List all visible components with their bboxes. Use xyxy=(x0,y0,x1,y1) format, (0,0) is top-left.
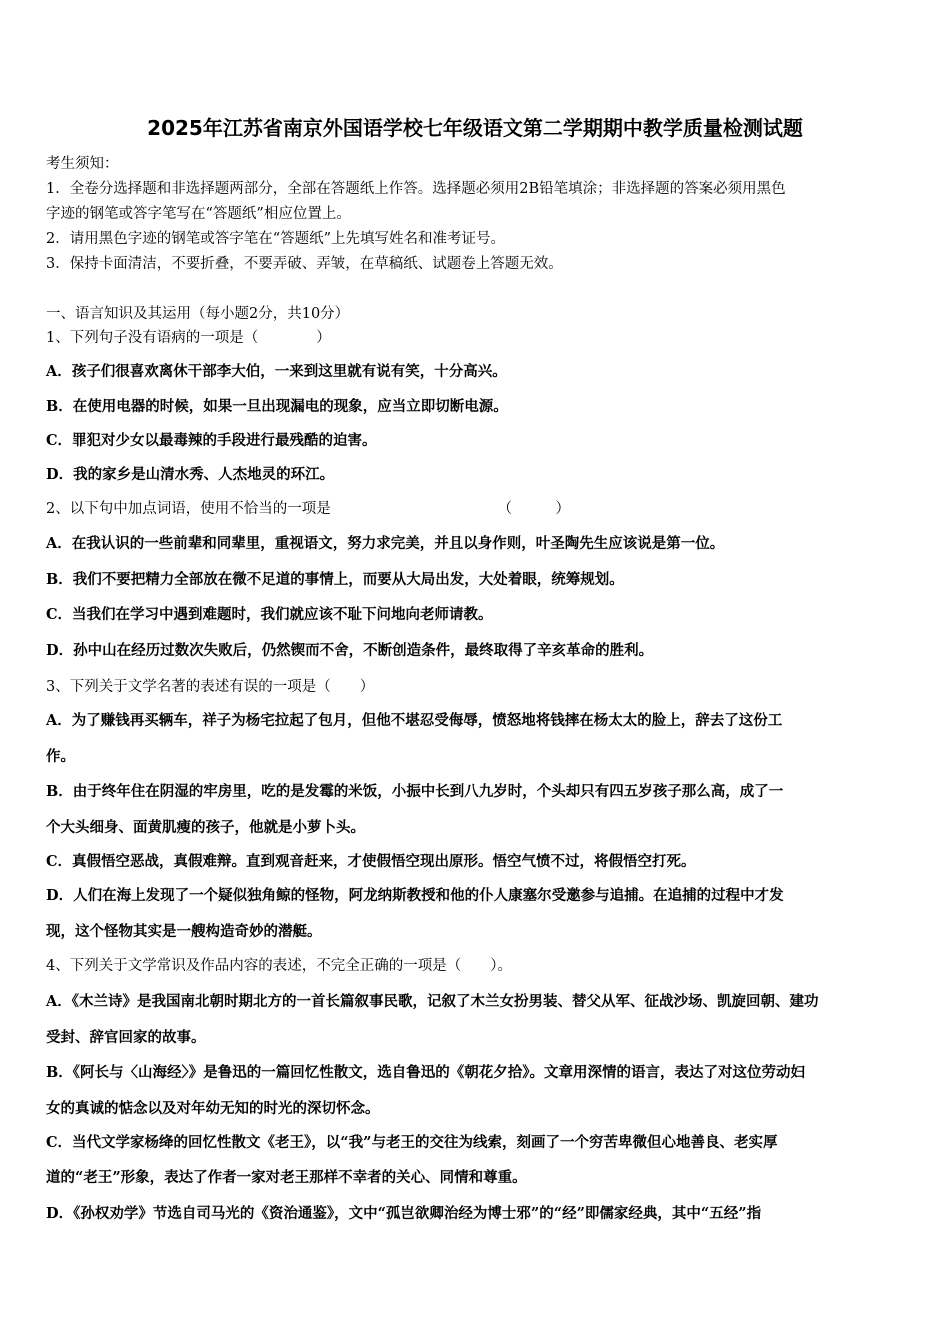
notice-item-3: 3．保持卡面清洁，不要折叠，不要弄破、弄皱，在草稿纸、试题卷上答题无效。 xyxy=(46,256,563,272)
q1-option-a: A．孩子们很喜欢离休干部李大伯，一来到这里就有说有笑，十分高兴。 xyxy=(46,363,507,380)
section-heading: 一、语言知识及其运用（每小题2分，共10分） xyxy=(46,306,350,322)
question-1: 1、下列句子没有语病的一项是（ ） xyxy=(46,330,331,346)
question-2: 2、以下句中加点词语，使用不恰当的一项是 （ ） xyxy=(46,501,570,517)
q3-option-d-cont: 现，这个怪物其实是一艘构造奇妙的潜艇。 xyxy=(46,923,322,940)
q3-option-c: C．真假悟空恶战，真假难辩。直到观音赶来，才使假悟空现出原形。悟空气愤不过，将假悟空打死。 xyxy=(46,853,696,870)
notice-heading: 考生须知： xyxy=(46,156,119,172)
q2-option-b: B．我们不要把精力全部放在微不足道的事情上，而要从大局出发，大处着眼，统筹规划。 xyxy=(46,571,624,588)
q4-option-a-cont: 受封、辞官回家的故事。 xyxy=(46,1029,206,1046)
q3-option-d: D．人们在海上发现了一个疑似独角鲸的怪物，阿龙纳斯教授和他的仆人康塞尔受邀参与追捕。在追捕的过程中才发 xyxy=(46,887,784,904)
q1-option-c: C．罪犯对少女以最毒辣的手段进行最残酷的迫害。 xyxy=(46,432,377,449)
notice-item-1-cont: 字迹的钢笔或答字笔写在“答题纸”相应位置上。 xyxy=(46,206,351,222)
q4-option-b-cont: 女的真诚的惦念以及对年幼无知的时光的深切怀念。 xyxy=(46,1100,380,1117)
q4-option-c: C．当代文学家杨绛的回忆性散文《老王》，以“我”与老王的交往为线索，刻画了一个穷苦卑微但心地善良、老实厚 xyxy=(46,1134,778,1151)
q3-option-a: A．为了赚钱再买辆车，祥子为杨宅拉起了包月，但他不堪忍受侮辱，愤怒地将钱摔在杨太太的脸上，辞去了这份工 xyxy=(46,712,783,729)
q3-option-b: B．由于终年住在阴湿的牢房里，吃的是发霉的米饭，小振中长到八九岁时，个头却只有四五岁孩子那么高，成了一 xyxy=(46,783,784,800)
q4-option-a: A．《木兰诗》是我国南北朝时期北方的一首长篇叙事民歌，记叙了木兰女扮男装、替父从军、征战沙场、凯旋回朝、建功 xyxy=(46,993,819,1010)
page-title: 2025年江苏省南京外国语学校七年级语文第二学期期中教学质量检测试题 xyxy=(147,116,803,140)
q4-option-d: D．《孙权劝学》节选自司马光的《资治通鉴》，文中“孤岂欲卿治经为博士邪”的“经”即儒家经典，其中“五经”指 xyxy=(46,1205,762,1222)
question-4: 4、下列关于文学常识及作品内容的表述，不完全正确的一项是（ ）。 xyxy=(46,958,512,974)
notice-item-1: 1．全卷分选择题和非选择题两部分，全部在答题纸上作答。选择题必须用2B铅笔填涂；非选择题的答案必须用黑色 xyxy=(46,181,786,197)
question-3: 3、下列关于文学名著的表述有误的一项是（ ） xyxy=(46,679,375,695)
q2-option-c: C．当我们在学习中遇到难题时，我们就应该不耻下问地向老师请教。 xyxy=(46,606,493,623)
q3-option-a-cont: 作。 xyxy=(46,748,75,765)
q2-option-d: D．孙中山在经历过数次失败后，仍然锲而不舍，不断创造条件，最终取得了辛亥革命的胜利。 xyxy=(46,642,654,659)
notice-item-2: 2．请用黑色字迹的钢笔或答字笔在“答题纸”上先填写姓名和准考证号。 xyxy=(46,231,506,247)
q2-option-a: A．在我认识的一些前辈和同辈里，重视语文，努力求完美，并且以身作则，叶圣陶先生应该说是第一位。 xyxy=(46,535,725,552)
q3-option-b-cont: 个大头细身、面黄肌瘦的孩子，他就是小萝卜头。 xyxy=(46,819,365,836)
q1-option-b: B．在使用电器的时候，如果一旦出现漏电的现象，应当立即切断电源。 xyxy=(46,398,508,415)
q1-option-d: D．我的家乡是山清水秀、人杰地灵的环江。 xyxy=(46,466,335,483)
q4-option-b: B．《阿长与〈山海经〉》是鲁迅的一篇回忆性散文，选自鲁迅的《朝花夕拾》。文章用深情的语言，表达了对这位劳动妇 xyxy=(46,1064,806,1081)
q4-option-c-cont: 道的“老王”形象，表达了作者一家对老王那样不幸者的关心、同情和尊重。 xyxy=(46,1169,527,1186)
